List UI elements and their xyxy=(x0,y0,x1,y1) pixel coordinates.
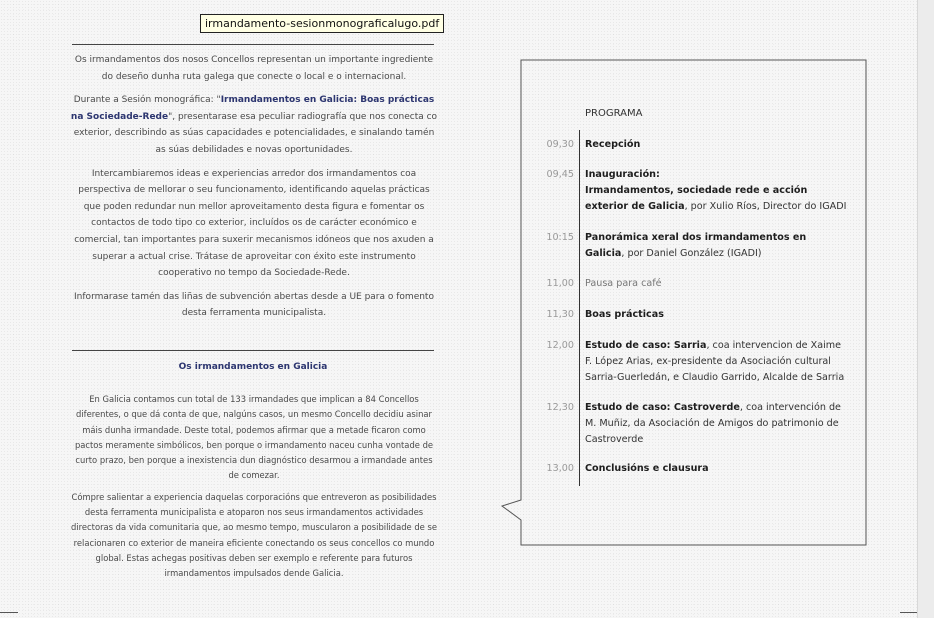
intro-p2-post: ", presentarase esa peculiar radiografía que nos conecta co exterior, describindo as súas capacidades e potencialidades, e sinalando tamén as súas debilidades e novas oportunidades. xyxy=(73,111,438,155)
intro-paragraph-4: Informarase tamén das liñas de subvención abertas desde a UE para o fomento desta ferramenta municipalista. xyxy=(74,291,434,319)
item-desc xyxy=(585,307,847,323)
timeline-line xyxy=(579,130,580,486)
item-title: Boas prácticas xyxy=(585,309,664,320)
page-corner-mark xyxy=(900,612,918,613)
item-title: Inauguración: xyxy=(585,169,660,180)
section-paragraph-2: Cómpre salientar a experiencia daquelas corporacións que entreveron as posibilidades desta ferramenta municipalista e atoparon nos seus irmandamentos actividades directoras da vida comunitaria que, ao mesmo tempo, muscularon a posibilidade de se relacionaren co exterior de maneira eficiente conectando os seus concellos co mundo global. Estas achegas positivas deben ser exemplo e referente para futuros irmandamentos impulsados dende Galicia. xyxy=(71,491,437,579)
item-time: 11,00 xyxy=(546,278,574,289)
intro-p2-pre: Durante a Sesión monográfica: " xyxy=(73,95,221,106)
item-desc xyxy=(585,400,847,448)
item-rest: , coa intervencion de Xaime F. López Arias, ex-presidente da Asociación cultural Sarria-Guerledán, e Claudio Garrido, Alcalde de Sarria xyxy=(585,340,845,383)
filename-tooltip: irmandamento-sesionmonograficalugo.pdf xyxy=(200,14,444,33)
intro-paragraph-1: Os irmandamentos dos nosos Concellos representan un importante ingrediente do deseño dunha ruta galega que conecte o local e o internacional. xyxy=(74,55,434,82)
item-desc xyxy=(585,461,847,477)
item-desc xyxy=(585,338,847,386)
item-time: 13,00 xyxy=(546,463,574,474)
item-title: Estudo de caso: Sarria xyxy=(585,340,707,351)
vertical-scrollbar[interactable] xyxy=(917,0,934,618)
item-desc xyxy=(585,137,847,153)
item-rest: , por Xulio Ríos, Director do IGADI xyxy=(684,201,847,212)
item-desc xyxy=(585,167,847,215)
item-time: 12,30 xyxy=(546,402,574,413)
item-desc xyxy=(585,230,847,262)
item-rest: , por Daniel González (IGADI) xyxy=(621,248,762,259)
item-time: 10:15 xyxy=(546,232,574,243)
item-time: 09,45 xyxy=(546,169,574,180)
section-title: Os irmandamentos en Galicia xyxy=(178,362,328,372)
section-paragraph-1: En Galicia contamos cun total de 133 irmandades que implican a 84 Concellos diferentes, o que dá conta de que, nalgúns casos, un mesmo Concello decidiu asinar máis dunha irmandade. Deste total, podemos afirmar que a metade ficaron como pactos meramente simbólicos, ben porque o irmandamento naceu cunha vontade de curto prazo, ben porque a inexistencia dun diagnóstico desarmou a irmandade antes de comezar. xyxy=(74,394,434,481)
page-corner-mark xyxy=(0,612,18,613)
programa-heading: PROGRAMA xyxy=(585,108,643,119)
item-title: Panorámica xeral dos irmandamentos en Galicia xyxy=(585,232,807,259)
session-title-highlight: Irmandamentos en Galicia: Boas prácticas na Sociedade-Rede xyxy=(70,95,435,122)
item-title: Estudo de caso: Castroverde xyxy=(585,402,740,413)
item-subtitle: Irmandamentos, sociedade rede e acción exterior de Galicia xyxy=(585,185,808,212)
item-time: 09,30 xyxy=(546,139,574,150)
item-rest: , coa intervención de M. Muñiz, da Asociación de Amigos do patrimonio de Castroverde xyxy=(585,402,841,445)
item-time: 11,30 xyxy=(546,309,574,320)
item-time: 12,00 xyxy=(546,340,574,351)
intro-paragraph-3: Intercambiaremos ideas e experiencias arredor dos irmandamentos coa perspectiva de mellorar o seu funcionamento, identificando aquelas prácticas que poden redundar nun mellor aproveitamento desta figura e fomentar os contactos de todo tipo co exterior, incluídos os de carácter económico e comercial, tan importantes para suxerir mecanismos idóneos que nos axuden a superar a actual crise. Trátase de aproveitar con éxito este instrumento cooperativo no tempo da Sociedade-Rede. xyxy=(74,168,434,279)
item-desc xyxy=(585,276,847,292)
item-title: Recepción xyxy=(585,139,641,150)
item-plain: Pausa para café xyxy=(585,278,662,289)
item-title: Conclusións e clausura xyxy=(585,463,709,474)
